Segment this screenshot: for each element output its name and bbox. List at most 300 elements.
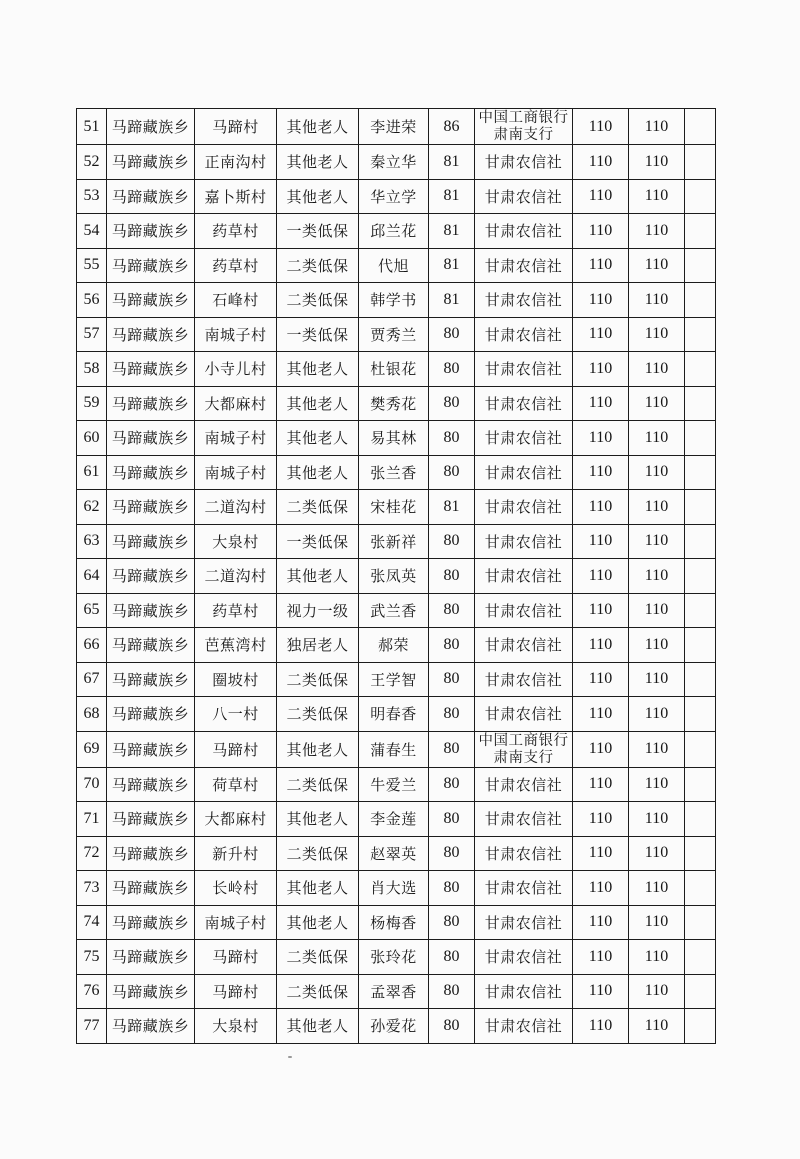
cell-age: 80 <box>429 524 475 559</box>
cell-remark <box>685 283 716 318</box>
cell-remark <box>685 490 716 525</box>
cell-amount-standard: 110 <box>573 940 629 975</box>
table-row <box>77 421 716 456</box>
cell-index: 65 <box>77 593 107 628</box>
cell-index: 54 <box>77 214 107 249</box>
cell-index: 74 <box>77 905 107 940</box>
cell-age: 81 <box>429 179 475 214</box>
table-row <box>77 317 716 352</box>
cell-bank: 甘肃农信社 <box>475 905 573 940</box>
cell-person-name: 张新祥 <box>359 524 429 559</box>
cell-amount-standard: 110 <box>573 214 629 249</box>
cell-age: 80 <box>429 559 475 594</box>
cell-person-name: 牛爱兰 <box>359 767 429 802</box>
cell-amount-standard: 110 <box>573 836 629 871</box>
cell-person-name: 张兰香 <box>359 455 429 490</box>
cell-amount-standard: 110 <box>573 421 629 456</box>
cell-age: 80 <box>429 974 475 1009</box>
cell-amount-standard: 110 <box>573 109 629 145</box>
table-row <box>77 836 716 871</box>
cell-amount-paid: 110 <box>629 214 685 249</box>
cell-category: 其他老人 <box>277 871 359 906</box>
cell-township: 马蹄藏族乡 <box>107 697 195 732</box>
cell-bank: 甘肃农信社 <box>475 559 573 594</box>
cell-remark <box>685 593 716 628</box>
cell-person-name: 秦立华 <box>359 145 429 180</box>
cell-township: 马蹄藏族乡 <box>107 905 195 940</box>
cell-remark <box>685 905 716 940</box>
cell-village: 南城子村 <box>195 905 277 940</box>
cell-village: 长岭村 <box>195 871 277 906</box>
cell-village: 大都麻村 <box>195 802 277 837</box>
cell-village: 马蹄村 <box>195 940 277 975</box>
table-row <box>77 974 716 1009</box>
cell-remark <box>685 662 716 697</box>
table-row <box>77 905 716 940</box>
cell-index: 63 <box>77 524 107 559</box>
cell-index: 52 <box>77 145 107 180</box>
cell-bank: 甘肃农信社 <box>475 974 573 1009</box>
cell-amount-standard: 110 <box>573 905 629 940</box>
cell-category: 其他老人 <box>277 1009 359 1044</box>
cell-amount-paid: 110 <box>629 628 685 663</box>
cell-village: 马蹄村 <box>195 731 277 767</box>
cell-index: 53 <box>77 179 107 214</box>
cell-township: 马蹄藏族乡 <box>107 214 195 249</box>
cell-village: 新升村 <box>195 836 277 871</box>
cell-index: 76 <box>77 974 107 1009</box>
table-row <box>77 248 716 283</box>
cell-township: 马蹄藏族乡 <box>107 802 195 837</box>
table-row <box>77 524 716 559</box>
cell-amount-paid: 110 <box>629 871 685 906</box>
table-row <box>77 386 716 421</box>
cell-age: 80 <box>429 836 475 871</box>
cell-amount-standard: 110 <box>573 628 629 663</box>
cell-category: 其他老人 <box>277 905 359 940</box>
cell-remark <box>685 940 716 975</box>
cell-age: 80 <box>429 802 475 837</box>
cell-age: 81 <box>429 145 475 180</box>
cell-amount-standard: 110 <box>573 662 629 697</box>
cell-person-name: 肖大选 <box>359 871 429 906</box>
cell-remark <box>685 248 716 283</box>
cell-township: 马蹄藏族乡 <box>107 524 195 559</box>
cell-bank: 甘肃农信社 <box>475 940 573 975</box>
cell-amount-standard: 110 <box>573 871 629 906</box>
cell-amount-paid: 110 <box>629 836 685 871</box>
cell-amount-standard: 110 <box>573 283 629 318</box>
cell-amount-standard: 110 <box>573 386 629 421</box>
cell-category: 二类低保 <box>277 248 359 283</box>
cell-village: 药草村 <box>195 248 277 283</box>
cell-village: 圈坡村 <box>195 662 277 697</box>
cell-category: 其他老人 <box>277 109 359 145</box>
cell-amount-standard: 110 <box>573 317 629 352</box>
cell-age: 86 <box>429 109 475 145</box>
table-row <box>77 455 716 490</box>
cell-village: 芭蕉湾村 <box>195 628 277 663</box>
cell-amount-paid: 110 <box>629 1009 685 1044</box>
cell-age: 80 <box>429 421 475 456</box>
table-row <box>77 593 716 628</box>
cell-village: 大泉村 <box>195 524 277 559</box>
cell-amount-paid: 110 <box>629 455 685 490</box>
cell-amount-paid: 110 <box>629 490 685 525</box>
cell-amount-standard: 110 <box>573 767 629 802</box>
cell-amount-standard: 110 <box>573 490 629 525</box>
cell-township: 马蹄藏族乡 <box>107 386 195 421</box>
cell-category: 其他老人 <box>277 455 359 490</box>
cell-bank: 甘肃农信社 <box>475 317 573 352</box>
cell-category: 二类低保 <box>277 662 359 697</box>
cell-village: 二道沟村 <box>195 559 277 594</box>
cell-category: 其他老人 <box>277 421 359 456</box>
cell-bank: 甘肃农信社 <box>475 524 573 559</box>
cell-village: 石峰村 <box>195 283 277 318</box>
cell-bank: 甘肃农信社 <box>475 248 573 283</box>
cell-village: 嘉卜斯村 <box>195 179 277 214</box>
cell-village: 二道沟村 <box>195 490 277 525</box>
cell-remark <box>685 974 716 1009</box>
cell-remark <box>685 109 716 145</box>
cell-index: 69 <box>77 731 107 767</box>
cell-person-name: 韩学书 <box>359 283 429 318</box>
cell-amount-paid: 110 <box>629 283 685 318</box>
table-row <box>77 767 716 802</box>
cell-amount-paid: 110 <box>629 593 685 628</box>
cell-index: 58 <box>77 352 107 387</box>
cell-village: 大泉村 <box>195 1009 277 1044</box>
cell-bank: 甘肃农信社 <box>475 767 573 802</box>
cell-remark <box>685 524 716 559</box>
cell-amount-paid: 110 <box>629 421 685 456</box>
cell-village: 南城子村 <box>195 421 277 456</box>
cell-amount-standard: 110 <box>573 352 629 387</box>
cell-index: 62 <box>77 490 107 525</box>
scan-speck <box>288 1056 292 1058</box>
cell-amount-paid: 110 <box>629 559 685 594</box>
cell-index: 64 <box>77 559 107 594</box>
cell-remark <box>685 836 716 871</box>
cell-amount-paid: 110 <box>629 179 685 214</box>
cell-township: 马蹄藏族乡 <box>107 490 195 525</box>
cell-person-name: 华立学 <box>359 179 429 214</box>
cell-township: 马蹄藏族乡 <box>107 871 195 906</box>
cell-amount-paid: 110 <box>629 662 685 697</box>
cell-bank: 甘肃农信社 <box>475 455 573 490</box>
cell-township: 马蹄藏族乡 <box>107 836 195 871</box>
cell-township: 马蹄藏族乡 <box>107 352 195 387</box>
cell-category: 独居老人 <box>277 628 359 663</box>
cell-village: 大都麻村 <box>195 386 277 421</box>
cell-bank: 中国工商银行肃南支行 <box>475 731 573 767</box>
cell-remark <box>685 352 716 387</box>
cell-village: 南城子村 <box>195 455 277 490</box>
cell-age: 81 <box>429 490 475 525</box>
cell-person-name: 王学智 <box>359 662 429 697</box>
cell-category: 二类低保 <box>277 974 359 1009</box>
cell-category: 其他老人 <box>277 731 359 767</box>
cell-bank: 甘肃农信社 <box>475 593 573 628</box>
table-row <box>77 490 716 525</box>
cell-index: 61 <box>77 455 107 490</box>
cell-index: 70 <box>77 767 107 802</box>
cell-index: 71 <box>77 802 107 837</box>
table-row <box>77 662 716 697</box>
cell-age: 80 <box>429 871 475 906</box>
table-row <box>77 352 716 387</box>
cell-remark <box>685 214 716 249</box>
cell-category: 一类低保 <box>277 317 359 352</box>
table-row <box>77 283 716 318</box>
cell-remark <box>685 559 716 594</box>
cell-age: 80 <box>429 386 475 421</box>
cell-amount-standard: 110 <box>573 593 629 628</box>
cell-township: 马蹄藏族乡 <box>107 1009 195 1044</box>
table-row <box>77 559 716 594</box>
cell-amount-standard: 110 <box>573 697 629 732</box>
cell-amount-paid: 110 <box>629 524 685 559</box>
cell-township: 马蹄藏族乡 <box>107 767 195 802</box>
cell-category: 其他老人 <box>277 352 359 387</box>
cell-amount-paid: 110 <box>629 248 685 283</box>
cell-age: 80 <box>429 455 475 490</box>
cell-category: 其他老人 <box>277 802 359 837</box>
cell-amount-paid: 110 <box>629 731 685 767</box>
cell-index: 57 <box>77 317 107 352</box>
cell-township: 马蹄藏族乡 <box>107 248 195 283</box>
cell-age: 81 <box>429 283 475 318</box>
cell-category: 二类低保 <box>277 940 359 975</box>
cell-age: 80 <box>429 662 475 697</box>
cell-age: 80 <box>429 731 475 767</box>
cell-person-name: 孟翠香 <box>359 974 429 1009</box>
cell-index: 66 <box>77 628 107 663</box>
cell-category: 其他老人 <box>277 145 359 180</box>
cell-person-name: 邱兰花 <box>359 214 429 249</box>
cell-person-name: 易其林 <box>359 421 429 456</box>
table-row <box>77 214 716 249</box>
cell-village: 药草村 <box>195 214 277 249</box>
cell-category: 二类低保 <box>277 283 359 318</box>
cell-person-name: 樊秀花 <box>359 386 429 421</box>
cell-index: 75 <box>77 940 107 975</box>
cell-remark <box>685 386 716 421</box>
cell-township: 马蹄藏族乡 <box>107 628 195 663</box>
cell-township: 马蹄藏族乡 <box>107 731 195 767</box>
cell-age: 80 <box>429 628 475 663</box>
cell-bank: 甘肃农信社 <box>475 802 573 837</box>
cell-index: 72 <box>77 836 107 871</box>
cell-amount-paid: 110 <box>629 974 685 1009</box>
cell-category: 视力一级 <box>277 593 359 628</box>
cell-township: 马蹄藏族乡 <box>107 317 195 352</box>
cell-township: 马蹄藏族乡 <box>107 179 195 214</box>
cell-age: 80 <box>429 940 475 975</box>
cell-township: 马蹄藏族乡 <box>107 662 195 697</box>
cell-index: 56 <box>77 283 107 318</box>
cell-village: 小寺儿村 <box>195 352 277 387</box>
cell-amount-paid: 110 <box>629 145 685 180</box>
cell-remark <box>685 1009 716 1044</box>
cell-bank: 中国工商银行肃南支行 <box>475 109 573 145</box>
cell-amount-standard: 110 <box>573 145 629 180</box>
cell-age: 81 <box>429 248 475 283</box>
cell-township: 马蹄藏族乡 <box>107 974 195 1009</box>
cell-amount-standard: 110 <box>573 455 629 490</box>
cell-township: 马蹄藏族乡 <box>107 145 195 180</box>
table-row <box>77 628 716 663</box>
cell-age: 80 <box>429 593 475 628</box>
cell-category: 一类低保 <box>277 524 359 559</box>
table-body <box>77 109 716 1044</box>
cell-bank: 甘肃农信社 <box>475 662 573 697</box>
cell-index: 60 <box>77 421 107 456</box>
cell-village: 南城子村 <box>195 317 277 352</box>
cell-bank: 甘肃农信社 <box>475 214 573 249</box>
cell-bank: 甘肃农信社 <box>475 352 573 387</box>
cell-remark <box>685 731 716 767</box>
cell-person-name: 李进荣 <box>359 109 429 145</box>
cell-category: 其他老人 <box>277 386 359 421</box>
cell-amount-paid: 110 <box>629 386 685 421</box>
table-row <box>77 1009 716 1044</box>
cell-township: 马蹄藏族乡 <box>107 109 195 145</box>
cell-remark <box>685 802 716 837</box>
cell-age: 80 <box>429 905 475 940</box>
cell-amount-paid: 110 <box>629 905 685 940</box>
cell-category: 其他老人 <box>277 559 359 594</box>
cell-category: 二类低保 <box>277 490 359 525</box>
table-row <box>77 179 716 214</box>
cell-bank: 甘肃农信社 <box>475 145 573 180</box>
cell-bank: 甘肃农信社 <box>475 386 573 421</box>
cell-village: 荷草村 <box>195 767 277 802</box>
cell-remark <box>685 871 716 906</box>
cell-township: 马蹄藏族乡 <box>107 559 195 594</box>
cell-township: 马蹄藏族乡 <box>107 593 195 628</box>
table-row <box>77 871 716 906</box>
cell-person-name: 杜银花 <box>359 352 429 387</box>
cell-bank: 甘肃农信社 <box>475 490 573 525</box>
cell-person-name: 孙爱花 <box>359 1009 429 1044</box>
cell-bank: 甘肃农信社 <box>475 871 573 906</box>
cell-village: 正南沟村 <box>195 145 277 180</box>
cell-person-name: 明春香 <box>359 697 429 732</box>
cell-person-name: 杨梅香 <box>359 905 429 940</box>
cell-age: 81 <box>429 214 475 249</box>
cell-amount-standard: 110 <box>573 559 629 594</box>
cell-remark <box>685 421 716 456</box>
cell-township: 马蹄藏族乡 <box>107 455 195 490</box>
cell-index: 59 <box>77 386 107 421</box>
cell-amount-paid: 110 <box>629 317 685 352</box>
cell-amount-standard: 110 <box>573 802 629 837</box>
cell-bank: 甘肃农信社 <box>475 283 573 318</box>
cell-category: 二类低保 <box>277 697 359 732</box>
cell-bank: 甘肃农信社 <box>475 628 573 663</box>
table-row <box>77 697 716 732</box>
cell-age: 80 <box>429 697 475 732</box>
cell-person-name: 赵翠英 <box>359 836 429 871</box>
cell-person-name: 武兰香 <box>359 593 429 628</box>
cell-remark <box>685 628 716 663</box>
cell-person-name: 代旭 <box>359 248 429 283</box>
cell-age: 80 <box>429 1009 475 1044</box>
cell-index: 68 <box>77 697 107 732</box>
cell-remark <box>685 179 716 214</box>
cell-village: 药草村 <box>195 593 277 628</box>
cell-village: 马蹄村 <box>195 974 277 1009</box>
cell-person-name: 李金莲 <box>359 802 429 837</box>
table-row <box>77 145 716 180</box>
cell-village: 马蹄村 <box>195 109 277 145</box>
cell-amount-paid: 110 <box>629 352 685 387</box>
cell-remark <box>685 455 716 490</box>
cell-index: 77 <box>77 1009 107 1044</box>
cell-township: 马蹄藏族乡 <box>107 940 195 975</box>
cell-person-name: 郝荣 <box>359 628 429 663</box>
cell-bank: 甘肃农信社 <box>475 836 573 871</box>
cell-person-name: 宋桂花 <box>359 490 429 525</box>
cell-remark <box>685 767 716 802</box>
cell-amount-standard: 110 <box>573 731 629 767</box>
cell-amount-standard: 110 <box>573 974 629 1009</box>
cell-amount-standard: 110 <box>573 1009 629 1044</box>
cell-amount-paid: 110 <box>629 767 685 802</box>
cell-person-name: 蒲春生 <box>359 731 429 767</box>
cell-category: 二类低保 <box>277 767 359 802</box>
cell-amount-standard: 110 <box>573 248 629 283</box>
cell-bank: 甘肃农信社 <box>475 1009 573 1044</box>
cell-age: 80 <box>429 352 475 387</box>
cell-category: 一类低保 <box>277 214 359 249</box>
table-row <box>77 940 716 975</box>
cell-remark <box>685 697 716 732</box>
cell-remark <box>685 145 716 180</box>
table-row <box>77 731 716 767</box>
cell-amount-standard: 110 <box>573 179 629 214</box>
cell-village: 八一村 <box>195 697 277 732</box>
cell-person-name: 张凤英 <box>359 559 429 594</box>
cell-index: 51 <box>77 109 107 145</box>
cell-age: 80 <box>429 317 475 352</box>
cell-amount-paid: 110 <box>629 940 685 975</box>
cell-remark <box>685 317 716 352</box>
cell-bank: 甘肃农信社 <box>475 697 573 732</box>
cell-township: 马蹄藏族乡 <box>107 283 195 318</box>
cell-person-name: 贾秀兰 <box>359 317 429 352</box>
cell-amount-paid: 110 <box>629 109 685 145</box>
cell-amount-paid: 110 <box>629 802 685 837</box>
cell-person-name: 张玲花 <box>359 940 429 975</box>
cell-category: 二类低保 <box>277 836 359 871</box>
cell-amount-standard: 110 <box>573 524 629 559</box>
table-row <box>77 802 716 837</box>
table-row <box>77 109 716 145</box>
cell-township: 马蹄藏族乡 <box>107 421 195 456</box>
beneficiary-table <box>76 108 716 1044</box>
cell-bank: 甘肃农信社 <box>475 421 573 456</box>
cell-bank: 甘肃农信社 <box>475 179 573 214</box>
cell-age: 80 <box>429 767 475 802</box>
cell-index: 55 <box>77 248 107 283</box>
cell-index: 67 <box>77 662 107 697</box>
cell-amount-paid: 110 <box>629 697 685 732</box>
cell-category: 其他老人 <box>277 179 359 214</box>
cell-index: 73 <box>77 871 107 906</box>
